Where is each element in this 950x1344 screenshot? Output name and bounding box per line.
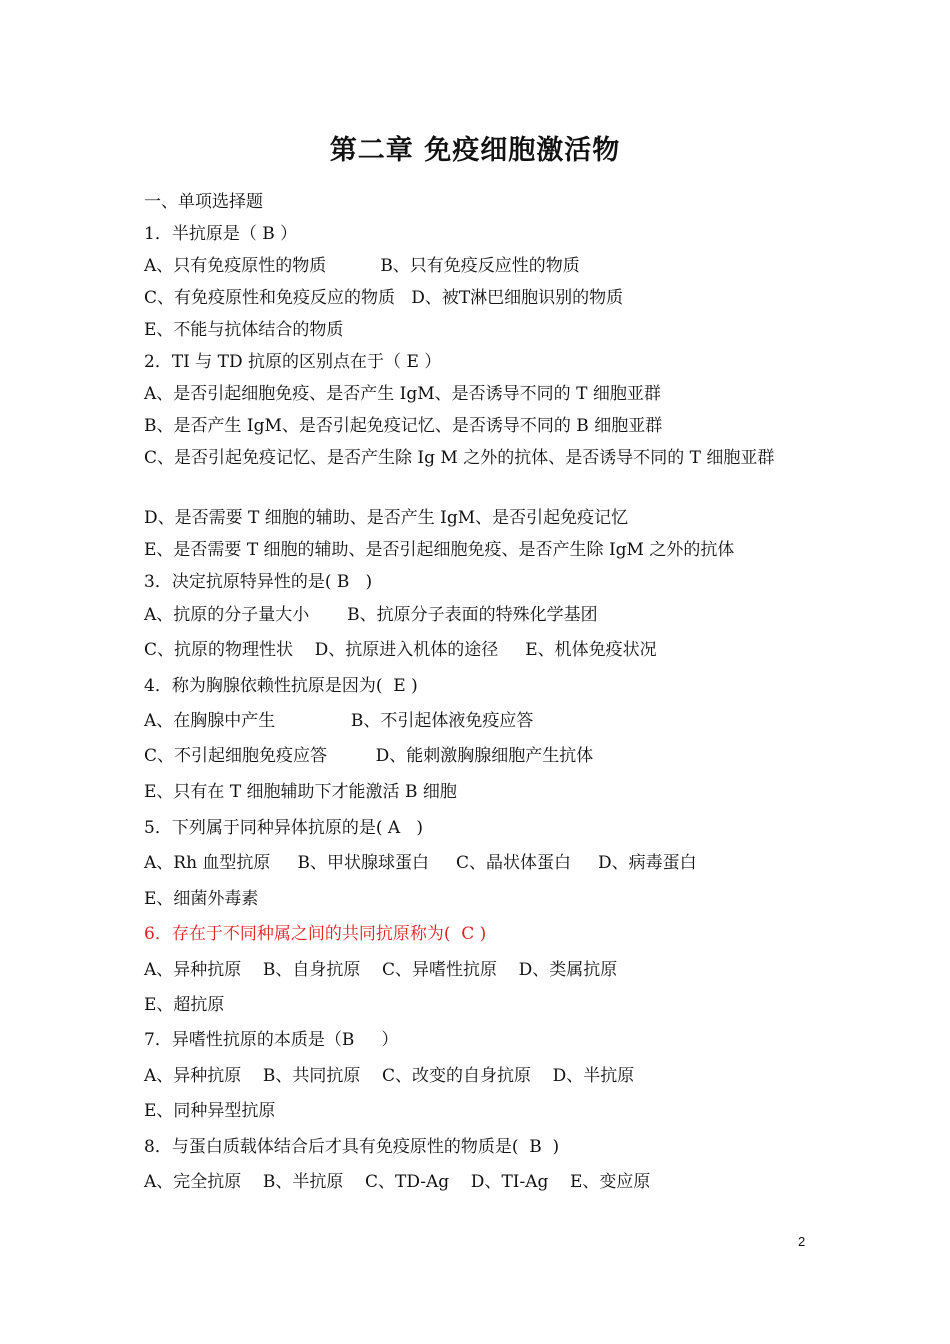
question-2-option-e: E、是否需要 T 细胞的辅助、是否引起细胞免疫、是否产生除 IgM 之外的抗体 xyxy=(144,540,735,560)
question-4-option-e: E、只有在 T 细胞辅助下才能激活 B 细胞 xyxy=(144,782,457,802)
page-number: 2 xyxy=(798,1234,806,1249)
question-6: 6．存在于不同种属之间的共同抗原称为( C ) xyxy=(144,924,487,944)
question-3-options-ab: A、抗原的分子量大小 B、抗原分子表面的特殊化学基团 xyxy=(144,605,598,625)
question-1-options-cd: C、有免疫原性和免疫反应的物质 D、被T淋巴细胞识别的物质 xyxy=(144,288,624,308)
question-7-options-ad: A、异种抗原 B、共同抗原 C、改变的自身抗原 D、半抗原 xyxy=(144,1066,635,1086)
question-2-option-b: B、是否产生 IgM、是否引起免疫记忆、是否诱导不同的 B 细胞亚群 xyxy=(144,416,663,436)
question-8-options-ae: A、完全抗原 B、半抗原 C、TD-Ag D、TI-Ag E、变应原 xyxy=(144,1172,651,1192)
question-7-option-e: E、同种异型抗原 xyxy=(144,1101,276,1121)
question-8: 8．与蛋白质载体结合后才具有免疫原性的物质是( B ) xyxy=(144,1137,560,1157)
question-7: 7．异嗜性抗原的本质是（B ） xyxy=(144,1030,399,1050)
question-2-option-d: D、是否需要 T 细胞的辅助、是否产生 IgM、是否引起免疫记忆 xyxy=(144,508,629,528)
question-3: 3．决定抗原特异性的是( B ) xyxy=(144,572,373,592)
question-1: 1．半抗原是（ B ） xyxy=(144,224,298,244)
question-4-options-ab: A、在胸腺中产生 B、不引起体液免疫应答 xyxy=(144,711,534,731)
section-heading: 一、单项选择题 xyxy=(144,192,263,212)
question-4: 4．称为胸腺依赖性抗原是因为( E ) xyxy=(144,676,418,696)
question-5: 5．下列属于同种异体抗原的是( A ) xyxy=(144,818,423,838)
question-5-options-ad: A、Rh 血型抗原 B、甲状腺球蛋白 C、晶状体蛋白 D、病毒蛋白 xyxy=(144,853,697,873)
question-2: 2．TI 与 TD 抗原的区别点在于（ E ） xyxy=(144,352,442,372)
question-2-option-c: C、是否引起免疫记忆、是否产生除 Ig M 之外的抗体、是否诱导不同的 T 细胞亚群 xyxy=(144,448,775,468)
question-4-options-cd: C、不引起细胞免疫应答 D、能刺激胸腺细胞产生抗体 xyxy=(144,746,594,766)
question-3-options-cde: C、抗原的物理性状 D、抗原进入机体的途径 E、机体免疫状况 xyxy=(144,640,657,660)
question-2-option-a: A、是否引起细胞免疫、是否产生 IgM、是否诱导不同的 T 细胞亚群 xyxy=(144,384,661,404)
question-1-options-ab: A、只有免疫原性的物质 B、只有免疫反应性的物质 xyxy=(144,256,580,276)
question-6-option-e: E、超抗原 xyxy=(144,995,225,1015)
question-6-options-ad: A、异种抗原 B、自身抗原 C、异嗜性抗原 D、类属抗原 xyxy=(144,960,618,980)
chapter-title: 第二章 免疫细胞激活物 xyxy=(329,135,621,166)
question-1-option-e: E、不能与抗体结合的物质 xyxy=(144,320,344,340)
question-5-option-e: E、细菌外毒素 xyxy=(144,889,259,909)
